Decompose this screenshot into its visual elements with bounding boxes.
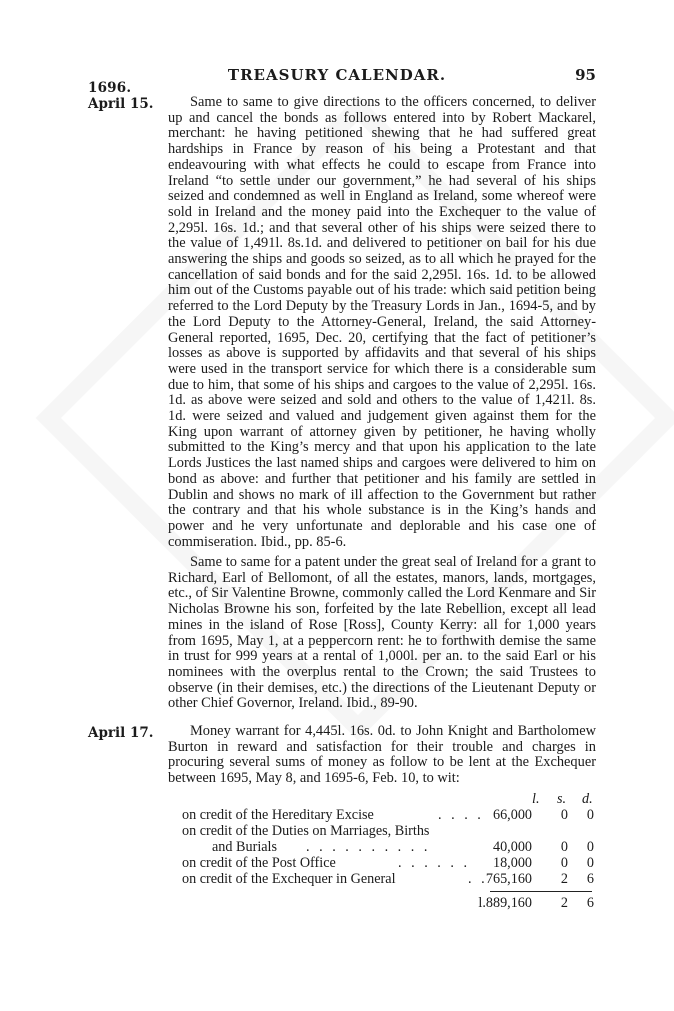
ledger-row — [168, 808, 596, 824]
ledger-row-label: on credit of the Exchequer in General — [182, 871, 396, 887]
ledger-total-amount: l.889,160 — [478, 895, 532, 911]
ledger-row-shillings: 2 — [560, 871, 568, 887]
ledger-row-label: and Burials — [212, 839, 278, 855]
ledger-row-pence: 0 — [586, 839, 594, 855]
margin-year: 1696. — [88, 80, 132, 96]
ledger-row-amount: 66,000 — [492, 807, 532, 823]
ledger-total-rule — [490, 891, 592, 892]
ledger-total-shillings: 2 — [560, 895, 568, 911]
ledger-row-label: on credit of the Hereditary Excise — [182, 807, 374, 823]
currency-header-pence: d. — [582, 791, 593, 807]
ledger-row-shillings: 0 — [560, 839, 568, 855]
ledger-row-leader: . . . . . . . . . . — [306, 839, 431, 855]
currency-header-pounds: l. — [532, 791, 540, 807]
page-number: 95 — [575, 66, 596, 84]
ledger-row — [168, 840, 596, 856]
ledger-row — [168, 872, 596, 888]
margin-date-april-15: April 15. — [88, 96, 154, 112]
ledger-row — [168, 824, 596, 840]
ledger-row-amount: 40,000 — [492, 839, 532, 855]
entry-paragraph-mackarel: Same to same to give directions to the officers concerned, to deliver up and cancel the bonds as follows entered into by Robert Mackarel, merchant: he having petitioned shewing that he had suffered great hardships in France by reason of his being a Protestant and that endeavouring with what effects he could to escape from France into Ireland “to settle under our government,” he had several of his ships seized and condemned as well in England as Ireland, some whereof were sold in Ireland and the money paid into the Exchequer to the value of 2,295l. 16s. 1d.; and that several other of his ships were seized there to the value of 1,491l. 8s.1d. and delivered to petitioner on bail for his due answering the ships and goods so seized, as to all which he prayed for the cancellation of said bonds and for the said 2,295l. 16s. 1d. to be allowed him out of the Customs payable out of his trade: which said petition being referred to the Lord Deputy by the Treasury Lords in Jan., 1694-5, and by the Lord Deputy to the Attorney-General, Ireland, the said Attorney-General reported, 1695, Dec. 20, certifying that the fact of petitioner’s losses as above is supported by affidavits and that several of his ships were used in the transport service for which there is a considerable sum due to him, that some of his ships and cargoes to the value of 2,295l. 16s. 1d. as above were seized and sold and others to the value of 1,421l. 8s. 1d. were seized and valued and judgement given against them for the King upon warrant of attorney given by petitioner, he having wholly submitted to the King’s mercy and that upon his application to the late Lords Justices the last named ships and cargoes were delivered to him on bond as above: and further that petitioner and his family are settled in Dublin and shows no mark of ill affection to the Government but rather the contrary and that his whole substance is in the King’s hands and power and he very unfortunate and deplorable and his case one of commiseration. Ibid., pp. 85-6. — [168, 94, 596, 550]
ledger-total-row — [168, 896, 596, 912]
ledger-row-leader: . . . . — [438, 807, 484, 823]
ledger-row — [168, 856, 596, 872]
ledger-row-pence: 6 — [586, 871, 594, 887]
running-title: TREASURY CALENDAR. — [227, 66, 447, 84]
ledger-row-leader: . . — [468, 871, 488, 887]
entry-paragraph-money-warrant: Money warrant for 4,445l. 16s. 0d. to John Knight and Bartholomew Burton in reward and satisfaction for their trouble and charges in procuring several sums of money as follow to be lent at the Exchequer between 1695, May 8, and 1695-6, Feb. 10, to wit: — [168, 723, 596, 787]
ledger-row-pence: 0 — [586, 855, 594, 871]
entry-paragraph-bellomont: Same to same for a patent under the great seal of Ireland for a grant to Richard, Earl of Bellomont, of all the estates, manors, lands, mortgages, etc., of Sir Valentine Browne, commonly called the Lord Kenmare and Sir Nicholas Browne his son, forfeited by the late Rebellion, except all lead mines in the island of Rose [Ross], County Kerry: all for 1,000 years from 1695, May 1, at a peppercorn rent: he to forthwith demise the same in trust for 999 years at a rental of 1,000l. per an. to the said Earl or his nominees with the overplus rental to the Crown; the said Trustees to observe (in their demises, etc.) the directions of the Lieutenant Deputy or other Chief Governor, Ireland. Ibid., 89-90. — [168, 554, 596, 712]
ledger-row-shillings: 0 — [560, 855, 568, 871]
ledger-row-amount: 18,000 — [492, 855, 532, 871]
ledger-row-pence: 0 — [586, 807, 594, 823]
ledger-total-pence: 6 — [586, 895, 594, 911]
ledger-row-leader: . . . . . . — [398, 855, 471, 871]
ledger-row-label: on credit of the Duties on Marriages, Births — [182, 823, 430, 839]
ledger-row-shillings: 0 — [560, 807, 568, 823]
margin-date-april-17: April 17. — [88, 725, 154, 741]
currency-header-shillings: s. — [557, 791, 567, 807]
ledger-row-label: on credit of the Post Office — [182, 855, 336, 871]
ledger-row-amount: 765,160 — [485, 871, 532, 887]
